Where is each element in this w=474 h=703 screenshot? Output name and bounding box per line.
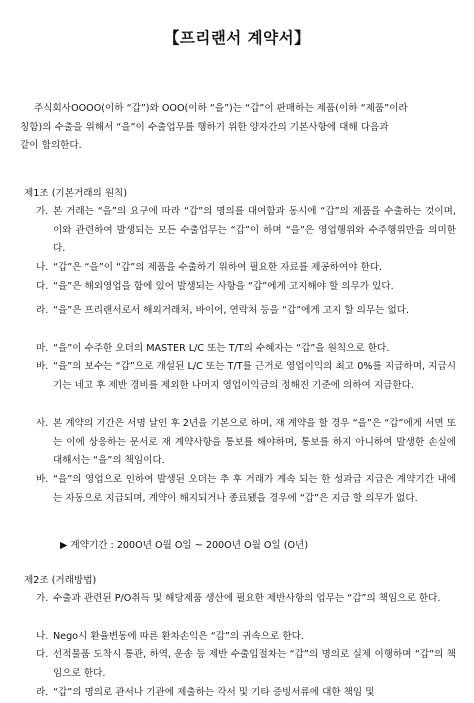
item-label: 바. [36, 361, 49, 372]
article-1-item [36, 340, 456, 359]
document-title: 【프리랜서 계약서】 [163, 29, 311, 47]
item-text: 선적물품 도착시 통관, 하역, 운송 등 제반 수출입절차는 “갑”의 명의로 실제 이행하며 “갑”의 책임으로 한다. [53, 649, 456, 679]
item-label: 가. [36, 593, 49, 604]
article-2-item [36, 628, 456, 647]
article-1-item [36, 259, 456, 278]
item-label: 마. [36, 343, 49, 354]
item-text: “을”이 수주한 오더의 MASTER L/C 또는 T/T의 수혜자는 “갑”을 원칙으로 한다. [53, 343, 390, 354]
contract-period: ▶ 계약기간 : 200O년 O월 O일 ~ 200O년 O월 O일 (O년) [60, 540, 309, 551]
item-text: 본 계약의 기간은 서명 날인 후 2년을 기본으로 하며, 재 계약을 할 경우 “을”은 “갑”에게 서면 또는 이에 상응하는 문서로 재 계약사항을 통보를 해야하며, 통보를 하지 아니하여 발생한 손실에 대해서는 “을”의 책임이다. [53, 418, 456, 466]
intro-line: 주식회사OOOO(이하 “갑”)와 OOO(이하 “을”)는 “갑”이 판매하는 제품(이하 “제품”이라 [34, 103, 408, 114]
item-text: Nego시 환율변동에 따른 환차손익은 “갑”의 귀속으로 한다. [53, 631, 304, 642]
article-2-item [36, 646, 456, 683]
item-text: 본 거래는 “을”의 요구에 따라 “갑”의 명의를 대여함과 동시에 “갑”의 제품을 수출하는 것이며, 이와 관련하여 발생되는 모든 수출업무는 “갑”이 하며 “을”은 영업행위와 수주행위만을 의미한다. [53, 206, 456, 254]
item-label: 나. [36, 262, 49, 273]
article-1-item [36, 471, 456, 508]
article-1-item [36, 302, 456, 321]
item-text: “갑”의 명의로 관서나 기관에 제출하는 각서 및 기타 증빙서류에 대한 책임 및 [53, 687, 375, 698]
article-2-item [36, 684, 456, 703]
item-label: 라. [36, 687, 49, 698]
article-1-item [36, 358, 456, 395]
article-1-item [36, 415, 456, 471]
article-1-title: 제1조 (기본거래의 원칙) [24, 188, 128, 199]
article-2-title: 제2조 (거래방법) [24, 575, 97, 586]
item-label: 라. [36, 305, 49, 316]
item-label: 사. [36, 418, 49, 429]
item-text: “을”은 프리랜서로서 해외거래처, 바이어, 연락처 등을 “갑”에게 고지 할 의무는 없다. [53, 305, 410, 316]
article-1-item [36, 278, 456, 297]
item-text: “을”은 해외영업을 함에 있어 발생되는 사항을 “갑”에게 고지해야 할 의무가 있다. [53, 281, 394, 292]
item-label: 다. [36, 649, 49, 660]
intro-line: 같이 합의한다. [20, 140, 82, 151]
item-text: “을”의 영업으로 인하여 발생된 오더는 추 후 거래가 계속 되는 한 성과급 지급은 계약기간 내에는 자동으로 지급되며, 계약이 해지되거나 종료됐을 경우에 “갑”은 지급 할 의무가 없다. [53, 474, 456, 504]
item-text: “을”의 보수는 “갑”으로 개설된 L/C 또는 T/T를 근거로 영업이익의 최고 0%를 지급하며, 지급시기는 네고 후 제반 경비를 제외한 나머지 영업이익금의 정해진 기준에 의하여 지급한다. [53, 361, 456, 391]
article-2-item [36, 590, 456, 609]
intro-line: 칭함)의 수출을 위해서 “을”이 수출업무를 행하기 위한 양자간의 기본사항에 대해 다음과 [20, 121, 389, 133]
item-label: 다. [36, 281, 49, 292]
item-label: 바. [36, 474, 49, 485]
item-text: 수출과 관련된 P/O취득 및 해당제품 생산에 필요한 제반사항의 업무는 “갑”의 책임으로 한다. [53, 593, 441, 604]
item-text: “갑”은 “을”이 “갑”의 제품을 수출하기 위하여 필요한 자료를 제공하여야 한다. [53, 262, 383, 273]
article-1-item [36, 203, 456, 259]
item-label: 가. [36, 206, 49, 217]
item-label: 나. [36, 631, 49, 642]
intro-paragraph [20, 100, 460, 156]
